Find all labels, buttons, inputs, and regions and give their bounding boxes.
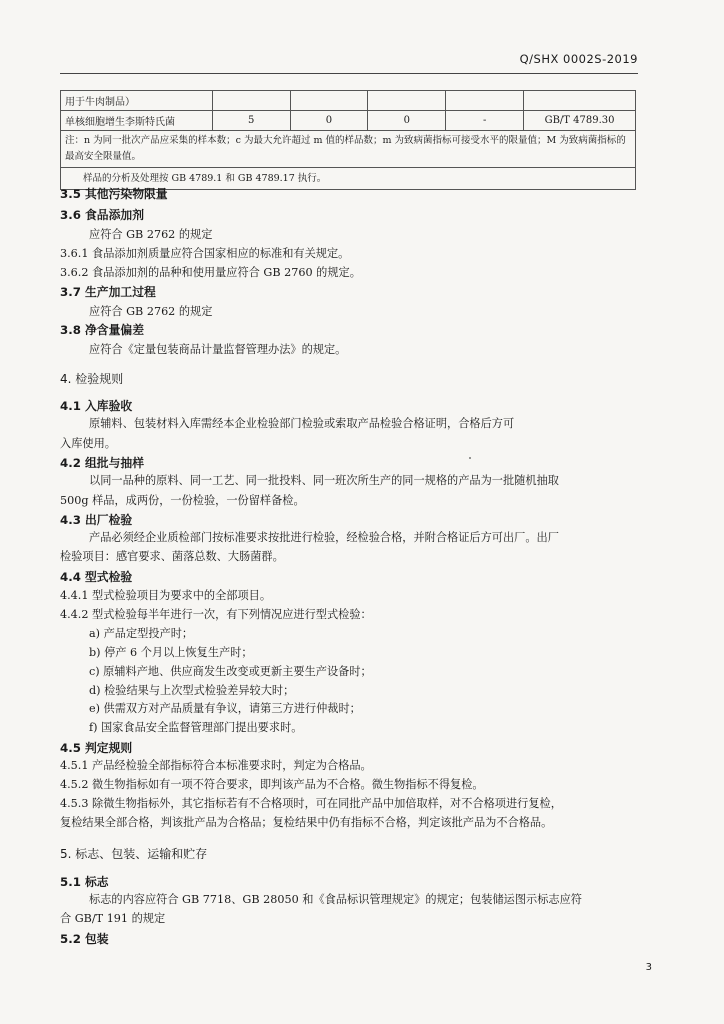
paragraph-line: 产品必须经企业质检部门按标准要求按批进行检验，经检验合格，并附合格证后方可出厂。出厂 bbox=[89, 531, 559, 544]
section-heading: 4.4 型式检验 bbox=[60, 570, 133, 584]
section-heading: 4.3 出厂检验 bbox=[60, 513, 133, 527]
list-item: f) 国家食品安全监督管理部门提出要求时。 bbox=[89, 721, 303, 734]
header-rule bbox=[60, 73, 638, 74]
table-cell-c: 0 bbox=[290, 111, 368, 131]
microbiology-table bbox=[60, 90, 636, 190]
paragraph-line: 4.5.1 产品经检验全部指标符合本标准要求时，判定为合格品。 bbox=[60, 759, 372, 772]
table-cell-item: 单核细胞增生李斯特氏菌 bbox=[61, 111, 213, 131]
section-heading: 5.1 标志 bbox=[60, 875, 109, 889]
paragraph-line: 500g 样品，成两份，一份检验，一份留样备检。 bbox=[60, 494, 305, 507]
section-heading: 4.1 入库验收 bbox=[60, 399, 133, 413]
table-row bbox=[61, 111, 636, 131]
paragraph-line: 应符合 GB 2762 的规定 bbox=[89, 305, 213, 318]
section-heading: 5.2 包装 bbox=[60, 932, 109, 946]
paragraph-line: 复检结果全部合格，判该批产品为合格品；复检结果中仍有指标不合格，判定该批产品为不合格品。 bbox=[60, 816, 553, 829]
table-cell-m: 0 bbox=[368, 111, 446, 131]
section-heading: 3.8 净含量偏差 bbox=[60, 323, 144, 337]
paragraph-line: 合 GB/T 191 的规定 bbox=[60, 912, 166, 925]
table-cell-method: GB/T 4789.30 bbox=[524, 111, 636, 131]
list-item: b) 停产 6 个月以上恢复生产时； bbox=[89, 646, 253, 659]
section-heading: 3.5 其他污染物限量 bbox=[60, 187, 168, 201]
table-cell bbox=[524, 91, 636, 111]
list-item: d) 检验结果与上次型式检验差异较大时； bbox=[89, 684, 295, 697]
paragraph-line: 标志的内容应符合 GB 7718、GB 28050 和《食品标识管理规定》的规定；包装储运图示标志应符 bbox=[89, 893, 582, 906]
chapter-heading: 5. 标志、包装、运输和贮存 bbox=[60, 847, 208, 861]
paragraph-line: 4.5.2 微生物指标如有一项不符合要求，即判该产品为不合格。微生物指标不得复检。 bbox=[60, 778, 484, 791]
chapter-heading: 4. 检验规则 bbox=[60, 372, 124, 386]
table-cell-M: - bbox=[446, 111, 524, 131]
table-cell bbox=[290, 91, 368, 111]
paragraph-line: 4.5.3 除微生物指标外，其它指标若有不合格项时，可在同批产品中加倍取样，对不合格项进行复检， bbox=[60, 797, 562, 810]
paragraph-line: 4.4.2 型式检验每半年进行一次，有下列情况应进行型式检验： bbox=[60, 608, 372, 621]
list-item: c) 原辅料产地、供应商发生改变或更新主要生产设备时； bbox=[89, 665, 372, 678]
scan-speck bbox=[469, 457, 471, 459]
table-cell bbox=[368, 91, 446, 111]
table-cell: 用于牛肉制品） bbox=[61, 91, 213, 111]
table-cell bbox=[446, 91, 524, 111]
table-cell-n: 5 bbox=[212, 111, 290, 131]
paragraph-line: 4.4.1 型式检验项目为要求中的全部项目。 bbox=[60, 589, 272, 602]
page-number: 3 bbox=[645, 962, 652, 973]
paragraph-line: 原辅料、包装材料入库需经本企业检验部门检验或索取产品检验合格证明，合格后方可 bbox=[89, 417, 515, 430]
paragraph-line: 3.6.2 食品添加剂的品种和使用量应符合 GB 2760 的规定。 bbox=[60, 266, 361, 279]
section-heading: 3.6 食品添加剂 bbox=[60, 208, 144, 222]
paragraph-line: 以同一品种的原料、同一工艺、同一批投料、同一班次所生产的同一规格的产品为一批随机抽取 bbox=[89, 474, 559, 487]
table-row bbox=[61, 131, 636, 168]
table-note: 注：n 为同一批次产品应采集的样本数；c 为最大允许超过 m 值的样品数；m 为致病菌指标可接受水平的限量值；M 为致病菌指标的最高安全限量值。 bbox=[61, 131, 636, 168]
paragraph-line: 应符合 GB 2762 的规定 bbox=[89, 228, 213, 241]
section-heading: 4.5 判定规则 bbox=[60, 741, 133, 755]
list-item: a) 产品定型投产时； bbox=[89, 627, 194, 640]
paragraph-line: 入库使用。 bbox=[60, 437, 116, 450]
paragraph-line: 检验项目：感官要求、菌落总数、大肠菌群。 bbox=[60, 550, 284, 563]
paragraph-line: 3.6.1 食品添加剂质量应符合国家相应的标准和有关规定。 bbox=[60, 247, 350, 260]
section-heading: 3.7 生产加工过程 bbox=[60, 285, 156, 299]
paragraph-line: 应符合《定量包装商品计量监督管理办法》的规定。 bbox=[89, 343, 347, 356]
document-code: Q/SHX 0002S-2019 bbox=[519, 52, 638, 66]
table-note: 样品的分析及处理按 GB 4789.1 和 GB 4789.17 执行。 bbox=[61, 168, 636, 190]
table-row bbox=[61, 91, 636, 111]
table-cell bbox=[212, 91, 290, 111]
list-item: e) 供需双方对产品质量有争议，请第三方进行仲裁时； bbox=[89, 702, 361, 715]
section-heading: 4.2 组批与抽样 bbox=[60, 456, 144, 470]
